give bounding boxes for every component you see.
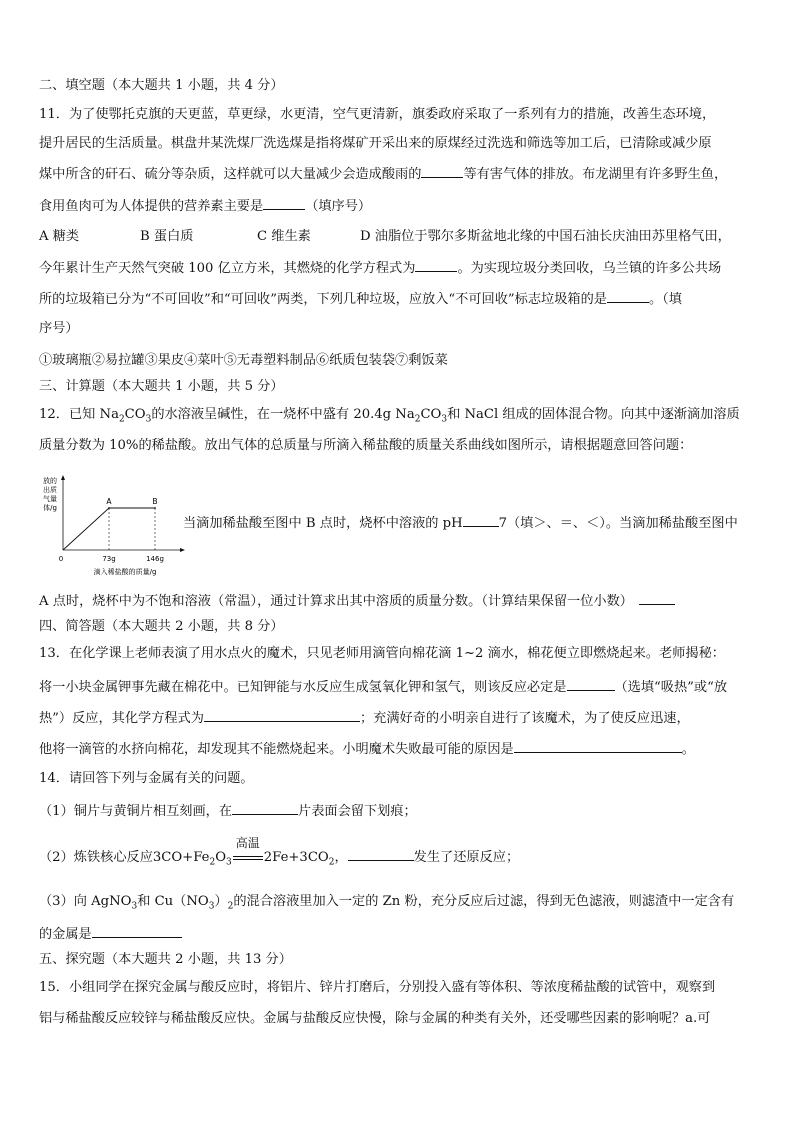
q11-line-4: 食用鱼肉可为人体提供的营养素主要是 （填序号） [39, 196, 759, 216]
y-axis-label-line: 气量 [43, 495, 57, 503]
q11-options [39, 228, 759, 246]
x-tick-label: 146g [146, 555, 164, 563]
answer-blank[interactable] [204, 708, 360, 722]
y-axis-arrow-icon [61, 475, 65, 480]
answer-blank[interactable] [514, 739, 682, 753]
option-b: B 蛋白质 [140, 229, 194, 244]
q13-line-4: 他将一滴管的水挤向棉花，却发现其不能燃烧起来。小明魔术失败最可能的原因是 。 [39, 739, 759, 759]
q11-line-8: 序号） [39, 321, 79, 336]
equals-sign-icon [233, 856, 263, 860]
answer-blank[interactable] [567, 677, 615, 691]
q13-line-3: 热”）反应，其化学方程式为 ；充满好奇的小明亲自进行了该魔术，为了使反应迅速， [39, 708, 759, 728]
q12-line-4: A 点时，烧杯中为不饱和溶液（常温），通过计算求出其中溶质的质量分数。（计算结果保留一位小数） [39, 591, 759, 611]
answer-blank[interactable] [639, 591, 675, 605]
option-a: A 糖类 [39, 229, 80, 244]
y-axis-label-line: 出质 [43, 486, 57, 494]
section-heading-short-answer: 四、简答题（本大题共 2 小题，共 8 分） [39, 619, 284, 634]
q13-line-1: 13．在化学课上老师表演了用水点火的魔术，只见老师用滴管向棉花滴 1~2 滴水，棉花便立即燃烧起来。老师揭秘： [39, 646, 725, 661]
point-label-b: B [152, 497, 158, 506]
answer-blank[interactable] [263, 196, 305, 210]
option-d: D 油脂位于鄂尔多斯盆地北缘的中国石油长庆油田苏里格气田， [360, 229, 731, 244]
data-point [154, 507, 156, 509]
gas-mass-chart [39, 474, 189, 582]
q14-part-3-cont: 的金属是 [39, 924, 759, 944]
section-heading-inquiry: 五、探究题（本大题共 2 小题，共 13 分） [39, 952, 292, 967]
q12-line-2: 质量分数为 10%的稀盐酸。放出气体的总质量与所滴入稀盐酸的质量关系曲线如图所示，请根据题意回答问题： [39, 438, 693, 453]
q11-line-6: 今年累计生产天然气突破 100 亿立方米，其燃烧的化学方程式为 。为实现垃圾分类回收，乌兰镇的许多公共场 [39, 258, 759, 278]
x-axis-label: 滴入稀盐酸的质量/g [93, 568, 157, 576]
answer-blank[interactable] [232, 801, 298, 815]
answer-blank[interactable] [421, 164, 463, 178]
section-heading-calculation: 三、计算题（本大题共 1 小题，共 5 分） [39, 379, 284, 394]
q12-line-3: 当滴加稀盐酸至图中 B 点时，烧杯中溶液的 pH 7（填＞、＝、＜）。当滴加稀盐酸至图中 [183, 513, 763, 533]
q14-part-3: （3）向 AgNO$_3$和 $Cu(NO_3)_2$的混合溶液里加入一定的 Zn 粉，充分反应后过滤，得到无色滤液，则滤渣中一定含有 [39, 894, 735, 912]
q11-choices: ①玻璃瓶②易拉罐③果皮④菜叶⑤无毒塑料制品⑥纸质包装袋⑦剩饭菜 [39, 353, 448, 368]
answer-blank[interactable] [415, 258, 457, 272]
answer-blank[interactable] [92, 924, 182, 938]
q15-line-2: 铝与稀盐酸反应较锌与稀盐酸反应快。金属与盐酸反应快慢，除与金属的种类有关外，还受哪些因素的影响呢？a.可 [39, 1011, 711, 1026]
reaction-condition: 高温 [232, 849, 264, 867]
answer-blank[interactable] [348, 847, 414, 861]
origin-label: 0 [58, 555, 64, 563]
answer-blank[interactable] [463, 513, 499, 527]
option-c: C 维生素 [257, 229, 311, 244]
q12-line-1: 12．已知 $Na_2CO_3$的水溶液呈碱性，在一烧杯中盛有 20.4g $Na_2CO_3$和 NaCl 组成的固体混合物。向其中逐渐滴加溶质 [39, 407, 740, 425]
q11-line-2: 提升居民的生活质量。棋盘井某洗煤厂洗选煤是指将煤矿开采出来的原煤经过洗选和筛选等加工后，已清除或减少原 [39, 136, 712, 151]
q14-part-1: （1）铜片与黄铜片相互刻画，在 片表面会留下划痕； [39, 801, 759, 821]
q14-part-2: （2）炼铁核心反应$3CO+Fe_2O_3$ 高温 $2Fe+3CO_2$， 发生了还原反应； [39, 836, 520, 868]
y-axis-label-line: 体/g [43, 504, 57, 512]
x-tick-label: 73g [102, 555, 116, 563]
x-axis-arrow-icon [180, 548, 185, 552]
q13-line-2: 将一小块金属钾事先藏在棉花中。已知钾能与水反应生成氢氧化钾和氢气，则该反应必定是 （选填“吸热”或“放 [39, 677, 759, 697]
q11-line-1: 11．为了使鄂托克旗的天更蓝，草更绿，水更清，空气更清新，旗委政府采取了一系列有力的措施，改善生态环境， [39, 107, 716, 122]
section-heading-fill-in: 二、填空题（本大题共 1 小题，共 4 分） [39, 78, 284, 93]
q11-line-7: 所的垃圾箱已分为“不可回收”和“可回收”两类，下列几种垃圾，应放入“不可回收”标志垃圾箱的是 。（填 [39, 289, 759, 309]
answer-blank[interactable] [607, 289, 649, 303]
point-label-a: A [106, 497, 112, 506]
y-axis-label-line: 放的 [43, 477, 57, 485]
q15-line-1: 15．小组同学在探究金属与酸反应时，将铝片、锌片打磨后，分别投入盛有等体积、等浓度稀盐酸的试管中，观察到 [39, 980, 716, 995]
data-point [108, 507, 110, 509]
q11-line-3: 煤中所含的矸石、硫分等杂质，这样就可以大量减少会造成酸雨的 等有害气体的排放。布龙湖里有许多野生鱼， [39, 164, 759, 184]
q14-line-1: 14．请回答下列与金属有关的问题。 [39, 771, 254, 786]
